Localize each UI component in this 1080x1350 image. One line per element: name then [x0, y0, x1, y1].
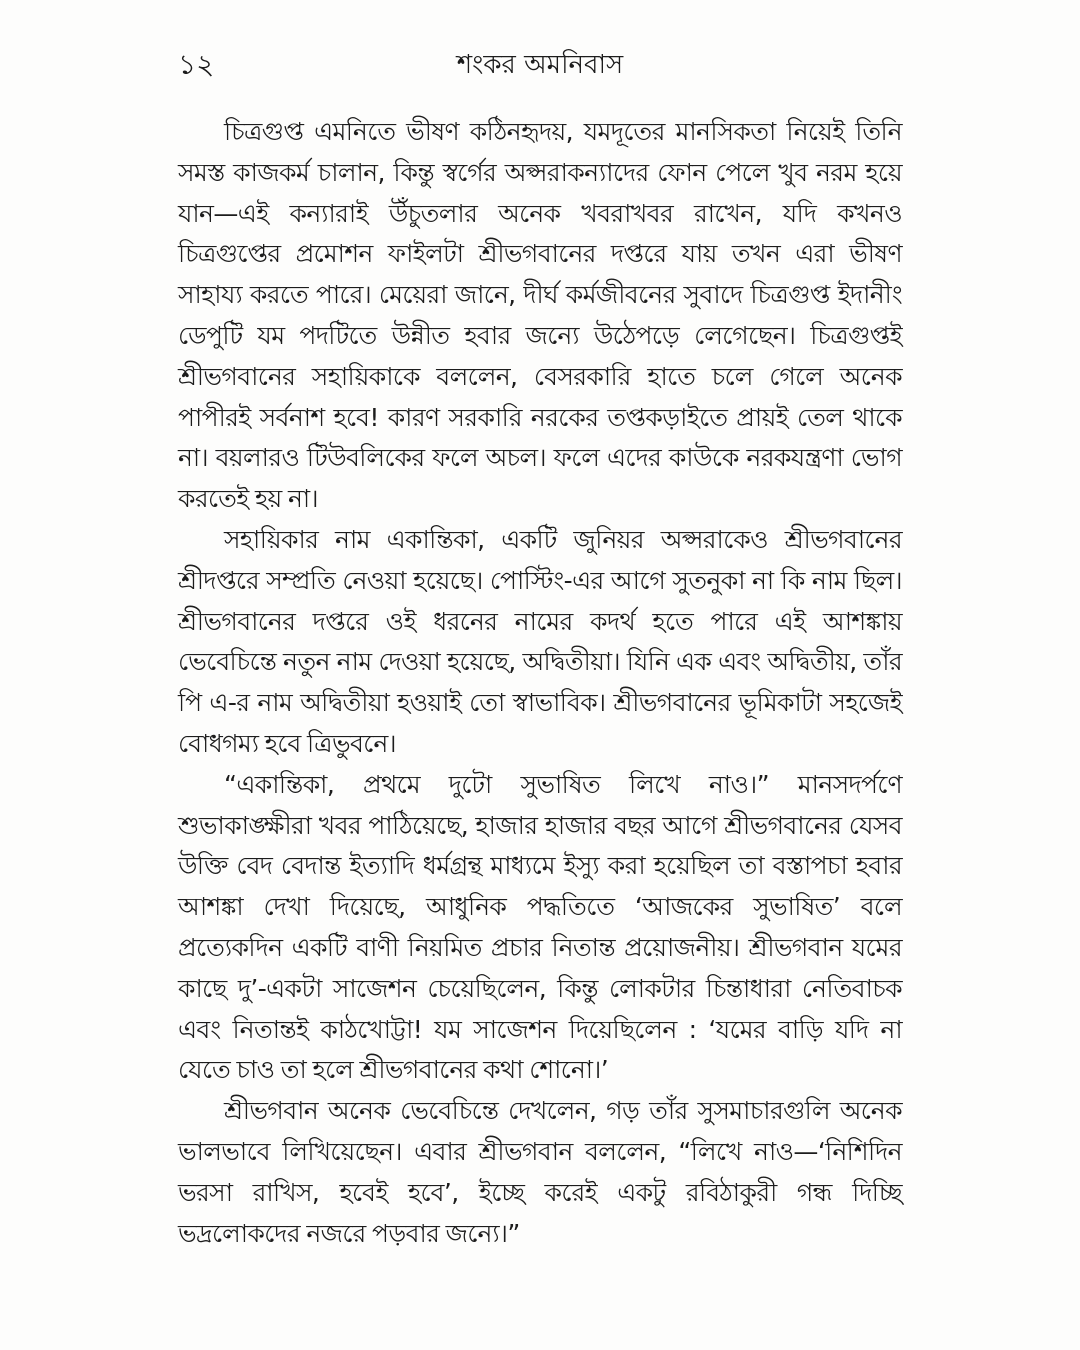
paragraph-2: সহায়িকার নাম একান্তিকা, একটি জুনিয়র অপ্সরাকেও শ্রীভগবানের শ্রীদপ্তরে সম্প্রতি নেওয়া হয়েছে। পোস্টিং-এর আগে সুতনুকা না কি নাম ছিল। শ্রীভগবানের দপ্তরে ওই ধরনের নামের কদর্থ হতে পারে এই আশঙ্কায় ভেবেচিন্তে নতুন নাম দেওয়া হয়েছে, অদ্বিতীয়া। যিনি এক এবং অদ্বিতীয়, তাঁর পি এ-র নাম অদ্বিতীয়া হওয়াই তো স্বাভাবিক। শ্রীভগবানের ভূমিকাটা সহজেই বোধগম্য হবে ত্রিভুবনে। — [178, 524, 902, 758]
running-title: শংকর অমনিবাস — [456, 50, 624, 80]
paragraph-3: “একান্তিকা, প্রথমে দুটো সুভাষিত লিখে নাও।” মানসদর্পণে শুভাকাঙ্ক্ষীরা খবর পাঠিয়েছে, হাজার হাজার বছর আগে শ্রীভগবানের যেসব উক্তি বেদ বেদান্ত ইত্যাদি ধর্মগ্রন্থ মাধ্যমে ইস্যু করা হয়েছিল তা বস্তাপচা হবার আশঙ্কা দেখা দিয়েছে, আধুনিক পদ্ধতিতে ‘আজকের সুভাষিত’ বলে প্রত্যেকদিন একটি বাণী নিয়মিত প্রচার নিতান্ত প্রয়োজনীয়। শ্রীভগবান যমের কাছে দু’-একটা সাজেশন চেয়েছিলেন, কিন্তু লোকটার চিন্তাধারা নেতিবাচক এবং নিতান্তই কাঠখোট্টা! যম সাজেশন দিয়েছিলেন : ‘যমের বাড়ি যদি না যেতে চাও তা হলে শ্রীভগবানের কথা শোনো।’ — [178, 769, 902, 1085]
page-header — [178, 40, 902, 90]
body-text — [178, 112, 902, 1254]
page-number: ১২ — [178, 48, 215, 81]
paragraph-4: শ্রীভগবান অনেক ভেবেচিন্তে দেখলেন, গড় তাঁর সুসমাচারগুলি অনেক ভালভাবে লিখিয়েছেন। এবার শ্রীভগবান বললেন, “লিখে নাও—‘নিশিদিন ভরসা রাখিস, হবেই হবে’, ইচ্ছে করেই একটু রবিঠাকুরী গন্ধ দিচ্ছি ভদ্রলোকদের নজরে পড়বার জন্যে।” — [178, 1096, 902, 1248]
paragraph-1: চিত্রগুপ্ত এমনিতে ভীষণ কঠিনহৃদয়, যমদূতের মানসিকতা নিয়েই তিনি সমস্ত কাজকর্ম চালান, কিন্তু স্বর্গের অপ্সরাকন্যাদের ফোন পেলে খুব নরম হয়ে যান—এই কন্যারাই উঁচুতলার অনেক খবরাখবর রাখেন, যদি কখনও চিত্রগুপ্তের প্রমোশন ফাইলটা শ্রীভগবানের দপ্তরে যায় তখন এরা ভীষণ সাহায্য করতে পারে। মেয়েরা জানে, দীর্ঘ কর্মজীবনের সুবাদে চিত্রগুপ্ত ইদানীং ডেপুটি যম পদটিতে উন্নীত হবার জন্যে উঠেপড়ে লেগেছেন। চিত্রগুপ্তই শ্রীভগবানের সহায়িকাকে বললেন, বেসরকারি হাতে চলে গেলে অনেক পাপীরই সর্বনাশ হবে! কারণ সরকারি নরকের তপ্তকড়াইতে প্রায়ই তেল থাকে না। বয়লারও টিউবলিকের ফলে অচল। ফলে এদের কাউকে নরকযন্ত্রণা ভোগ করতেই হয় না। — [178, 117, 902, 514]
